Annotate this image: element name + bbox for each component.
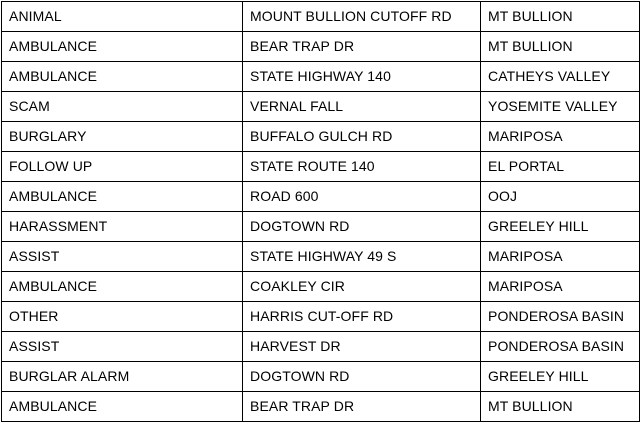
street-cell: DOGTOWN RD — [243, 362, 481, 392]
community-cell: MT BULLION — [481, 392, 640, 422]
incident-type-cell: ASSIST — [2, 242, 243, 272]
street-cell: MOUNT BULLION CUTOFF RD — [243, 2, 481, 32]
street-cell: BEAR TRAP DR — [243, 32, 481, 62]
street-cell: ROAD 600 — [243, 182, 481, 212]
community-cell: YOSEMITE VALLEY — [481, 92, 640, 122]
street-cell: HARRIS CUT-OFF RD — [243, 302, 481, 332]
incident-type-cell: AMBULANCE — [2, 392, 243, 422]
incident-type-cell: FOLLOW UP — [2, 152, 243, 182]
street-cell: HARVEST DR — [243, 332, 481, 362]
community-cell: GREELEY HILL — [481, 212, 640, 242]
incident-table-body — [2, 2, 640, 422]
street-cell: VERNAL FALL — [243, 92, 481, 122]
street-cell: STATE HIGHWAY 140 — [243, 62, 481, 92]
incident-type-cell: AMBULANCE — [2, 182, 243, 212]
incident-type-cell: OTHER — [2, 302, 243, 332]
table-row — [2, 392, 640, 422]
table-row — [2, 302, 640, 332]
table-row — [2, 212, 640, 242]
street-cell: COAKLEY CIR — [243, 272, 481, 302]
incident-type-cell: HARASSMENT — [2, 212, 243, 242]
street-cell: STATE ROUTE 140 — [243, 152, 481, 182]
community-cell: MT BULLION — [481, 32, 640, 62]
street-cell: BEAR TRAP DR — [243, 392, 481, 422]
incident-type-cell: ASSIST — [2, 332, 243, 362]
table-row — [2, 362, 640, 392]
incident-type-cell: ANIMAL — [2, 2, 243, 32]
community-cell: MARIPOSA — [481, 242, 640, 272]
table-row — [2, 62, 640, 92]
incident-type-cell: SCAM — [2, 92, 243, 122]
incident-type-cell: AMBULANCE — [2, 32, 243, 62]
incident-type-cell: BURGLARY — [2, 122, 243, 152]
community-cell: MT BULLION — [481, 2, 640, 32]
incident-type-cell: AMBULANCE — [2, 272, 243, 302]
community-cell: CATHEYS VALLEY — [481, 62, 640, 92]
table-row — [2, 152, 640, 182]
table-row — [2, 2, 640, 32]
table-row — [2, 182, 640, 212]
street-cell: STATE HIGHWAY 49 S — [243, 242, 481, 272]
incident-type-cell: AMBULANCE — [2, 62, 243, 92]
community-cell: OOJ — [481, 182, 640, 212]
table-row — [2, 242, 640, 272]
community-cell: MARIPOSA — [481, 272, 640, 302]
community-cell: PONDEROSA BASIN — [481, 302, 640, 332]
incident-type-cell: BURGLAR ALARM — [2, 362, 243, 392]
table-row — [2, 332, 640, 362]
community-cell: GREELEY HILL — [481, 362, 640, 392]
table-row — [2, 272, 640, 302]
incident-table — [1, 1, 640, 422]
table-row — [2, 92, 640, 122]
community-cell: MARIPOSA — [481, 122, 640, 152]
table-row — [2, 122, 640, 152]
street-cell: BUFFALO GULCH RD — [243, 122, 481, 152]
community-cell: EL PORTAL — [481, 152, 640, 182]
table-row — [2, 32, 640, 62]
street-cell: DOGTOWN RD — [243, 212, 481, 242]
community-cell: PONDEROSA BASIN — [481, 332, 640, 362]
